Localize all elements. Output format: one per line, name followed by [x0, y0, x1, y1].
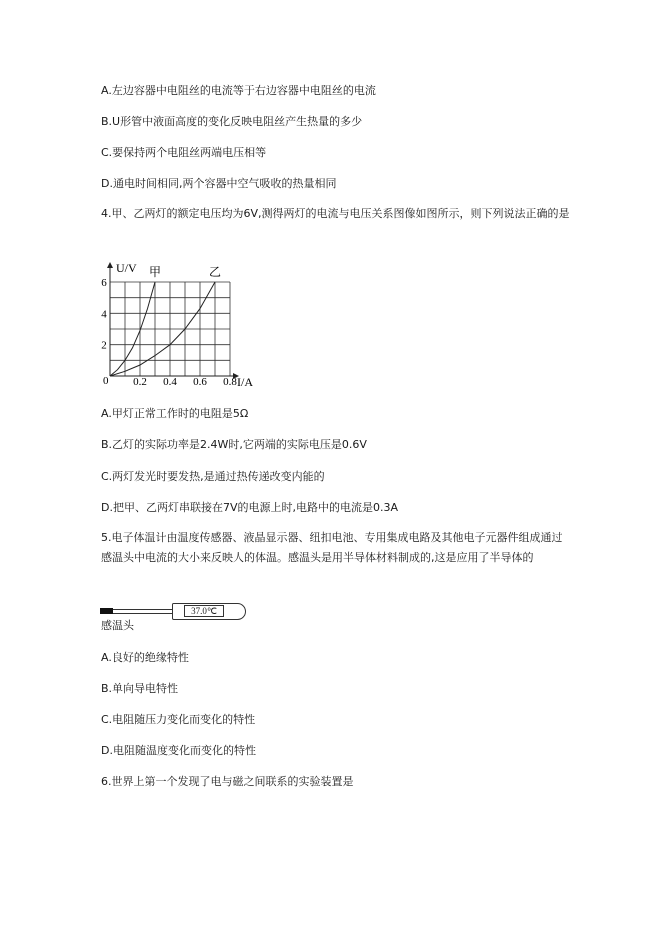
thermometer-display: 37.0℃ [184, 605, 224, 617]
option-5b: B.单向导电特性 [101, 682, 179, 695]
x-tick-label: 0.8 [223, 376, 237, 388]
option-5d: D.电阻随温度变化而变化的特性 [101, 744, 256, 757]
option-4b: B.乙灯的实际功率是2.4W时,它两端的实际电压是0.6V [101, 438, 367, 451]
chart-grid [110, 282, 230, 376]
series-label-0: 甲 [148, 265, 162, 279]
option-4a: A.甲灯正常工作时的电阻是5Ω [101, 407, 249, 420]
option-4c: C.两灯发光时要发热,是通过热传递改变内能的 [101, 470, 325, 483]
iu-chart [98, 260, 268, 390]
thermometer-probe-tip [100, 608, 113, 614]
y-axis-label: U/V [116, 261, 137, 275]
origin-label: 0 [103, 375, 109, 387]
question-6-stem: 6.世界上第一个发现了电与磁之间联系的实验装置是 [101, 775, 354, 788]
option-4d: D.把甲、乙两灯串联接在7V的电源上时,电路中的电流是0.3A [101, 501, 399, 514]
option-5a: A.良好的绝缘特性 [101, 651, 189, 664]
x-tick-label: 0.2 [133, 376, 147, 388]
thermometer-figure [100, 601, 250, 631]
question-5-stem: 5.电子体温计由温度传感器、液晶显示器、纽扣电池、专用集成电路及其他电子元器件组成通过感温头中电流的大小来反映人的体温。感温头是用半导体材料制成的,这是应用了半导体的 [101, 531, 563, 564]
option-3d: D.通电时间相同,两个容器中空气吸收的热量相同 [101, 177, 337, 190]
x-tick-label: 0.6 [193, 376, 207, 388]
option-3b: B.U形管中液面高度的变化反映电阻丝产生热量的多少 [101, 115, 363, 128]
option-3a: A.左边容器中电阻丝的电流等于右边容器中电阻丝的电流 [101, 84, 376, 97]
y-tick-label: 2 [101, 339, 107, 352]
question-4-stem: 4.甲、乙两灯的额定电压均为6V,测得两灯的电流与电压关系图像如图所示，则下列说法正确的是 [101, 207, 570, 220]
y-tick-label: 6 [101, 277, 107, 289]
series-label-1: 乙 [208, 265, 222, 279]
x-axis-label: I/A [237, 375, 253, 389]
option-5c: C.电阻随压力变化而变化的特性 [101, 713, 256, 726]
option-3c: C.要保持两个电阻丝两端电压相等 [101, 146, 267, 159]
y-tick-label: 4 [101, 308, 107, 321]
x-tick-label: 0.4 [163, 376, 177, 388]
probe-label: 感温头 [101, 619, 134, 632]
thermometer-stem [113, 609, 173, 614]
